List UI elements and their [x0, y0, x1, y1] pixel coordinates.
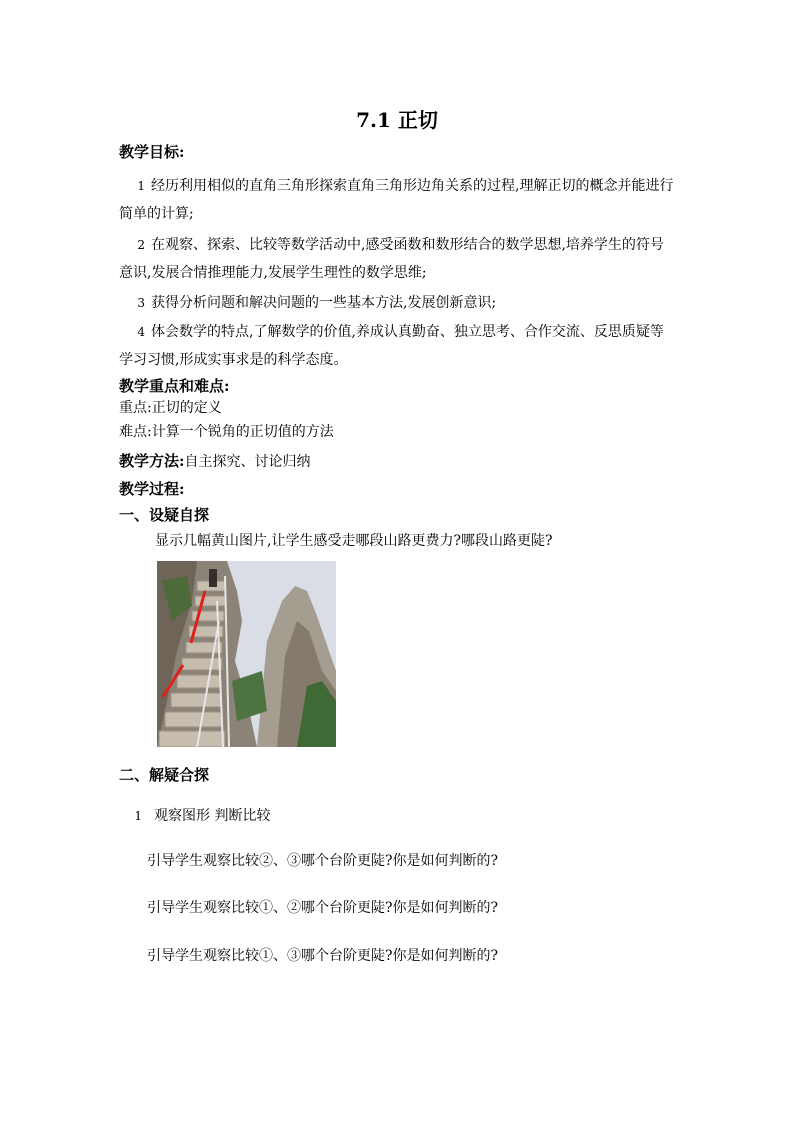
objective-1-num: 1 [137, 179, 145, 193]
huangshan-stairs-photo [157, 561, 336, 747]
question-1: 引导学生观察比较②、③哪个台阶更陡?你是如何判断的? [147, 853, 499, 869]
objective-4-num: 4 [137, 325, 145, 339]
method-text: 自主探究、讨论归纳 [184, 454, 311, 470]
objective-1-line2: 简单的计算; [119, 206, 194, 222]
objective-1-text: 经历利用相似的直角三角形探索直角三角形边角关系的过程,理解正切的概念并能进行 [151, 178, 674, 194]
method-label: 教学方法: [119, 452, 185, 470]
question-2: 引导学生观察比较①、②哪个台阶更陡?你是如何判断的? [147, 900, 499, 916]
objective-2-num: 2 [137, 238, 145, 252]
process-heading: 教学过程: [119, 480, 185, 498]
objective-2-line1 [131, 234, 664, 254]
objective-1-line1 [131, 175, 673, 195]
section2-item-text: 观察图形 判断比较 [154, 808, 271, 824]
section1-text: 显示几幅黄山图片,让学生感受走哪段山路更费力?哪段山路更陡? [155, 533, 553, 549]
objectives-heading: 教学目标: [119, 143, 185, 161]
section2-item [128, 805, 270, 825]
objective-2-text: 在观察、探索、比较等数学活动中,感受函数和数形结合的数学思想,培养学生的符号 [151, 237, 664, 253]
section2-item-num: 1 [134, 809, 142, 823]
difficult-point: 难点:计算一个锐角的正切值的方法 [119, 424, 334, 440]
key-points-heading: 教学重点和难点: [119, 377, 230, 395]
objective-4-text: 体会数学的特点,了解数学的价值,养成认真勤奋、独立思考、合作交流、反思质疑等 [151, 324, 664, 340]
section2-heading: 二、解疑合探 [119, 766, 210, 784]
question-3: 引导学生观察比较①、③哪个台阶更陡?你是如何判断的? [147, 948, 499, 964]
objective-2-line2: 意识,发展合情推理能力,发展学生理性的数学思维; [119, 265, 427, 281]
objective-3-line1 [131, 292, 496, 312]
section1-heading: 一、设疑自探 [119, 506, 210, 524]
objective-3-num: 3 [137, 296, 145, 310]
objective-4-line1 [131, 321, 664, 341]
page-title: 7.1 正切 [356, 108, 438, 132]
objective-4-line2: 学习习惯,形成实事求是的科学态度。 [119, 352, 348, 368]
method-line [119, 450, 311, 471]
objective-3-text: 获得分析问题和解决问题的一些基本方法,发展创新意识; [151, 295, 497, 311]
key-point: 重点:正切的定义 [119, 400, 222, 416]
